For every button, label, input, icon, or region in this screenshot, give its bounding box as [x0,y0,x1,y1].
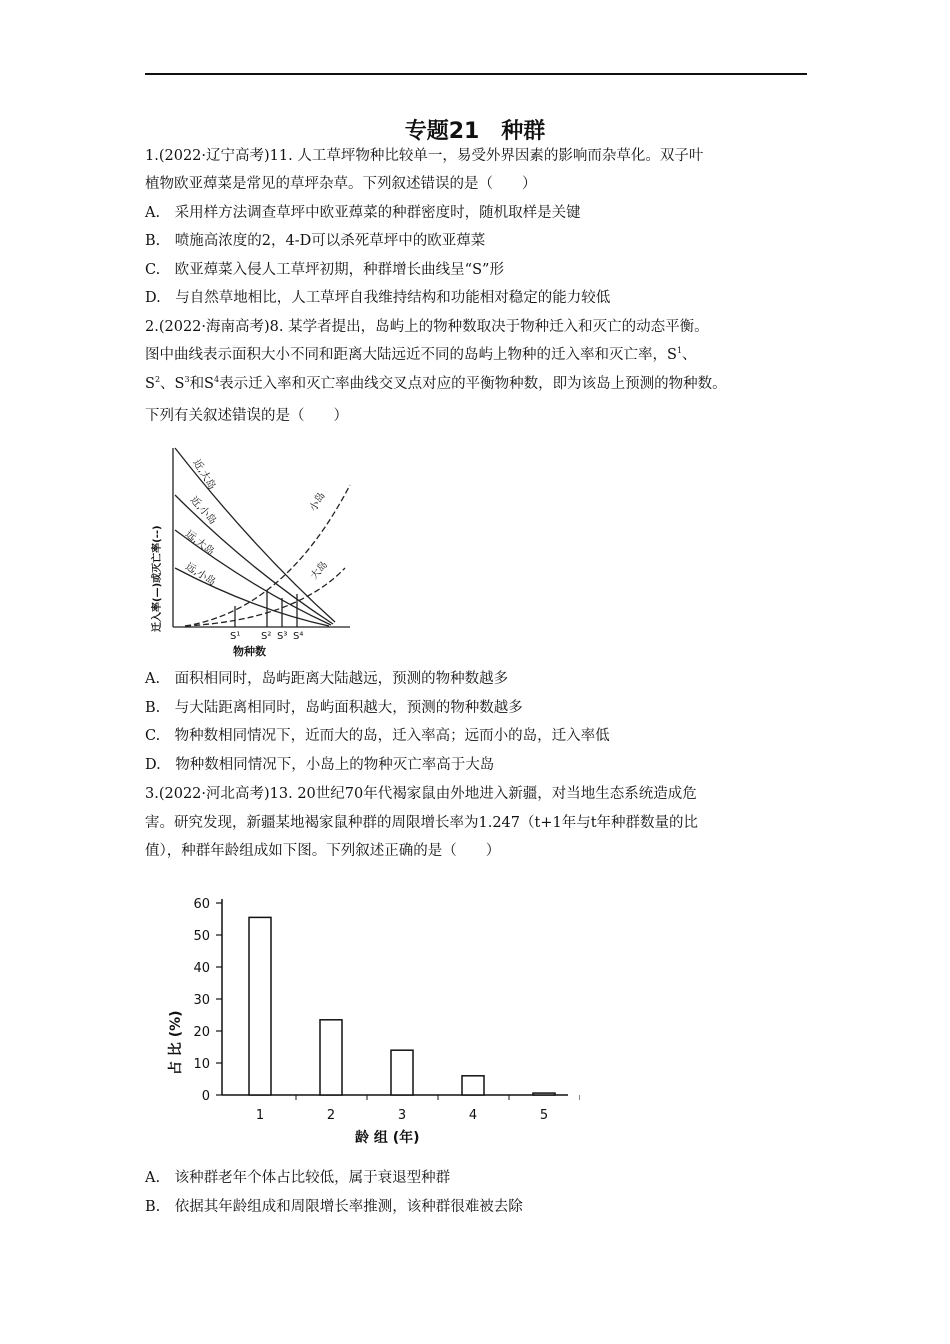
bar-chart-y-tick-label: 60 [193,897,210,912]
curve-label-large-island: 大岛 [308,559,331,582]
bar-chart-x-tick-label: 4 [468,1108,478,1123]
q3-stem-line1: 3.(2022·河北高考)13. 20世纪70年代褐家鼠由外地进入新疆，对当地生态系统造成危 [145,786,697,802]
emphasis-char: 错 [232,408,247,424]
fig1-x-axis-label: 物种数 [233,645,266,658]
q1-option-d: D. 与自然草地相比，人工草坪自我维持结构和功能相对稳定的能力较低 [145,290,611,306]
q3-stem-line2: 害。研究发现，新疆某地褐家鼠种群的周限增长率为1.247（t+1年与t年种群数量的比 [145,815,699,831]
curve-label-small-island: 小岛 [308,490,328,514]
curve-label-far-small: 远,小岛 [183,561,218,589]
bar-age-group-1 [249,917,271,1095]
s2-label: S² [261,631,272,642]
bar-chart-x-tick-label: 1 [255,1108,265,1123]
bar-age-group-5 [533,1093,555,1095]
q2-option-c: C. 物种数相同情况下，近而大的岛，迁入率高；远而小的岛，迁入率低 [145,728,610,744]
curve-label-near-small: 近,小岛 [187,494,219,527]
q1-stem-line2: 植物欧亚蔊菜是常见的草坪杂草。下列叙述错误的是（ ） [145,176,537,192]
bar-chart-x-tick-label: 5 [539,1108,549,1123]
q2-option-a: A. 面积相同时，岛屿距离大陆越远，预测的物种数越多 [145,671,509,687]
bar-chart-y-tick-label: 40 [193,961,210,976]
q1-stem-line1: 1.(2022·辽宁高考)11. 人工草坪物种比较单一，易受外界因素的影响而杂草化。双子叶 [145,148,704,164]
q2-stem-line3: $S^2$、$S^3$和$S^4$表示迁入率和灭亡率曲线交叉点对应的平衡物种数，即为该岛上预测的物种数。 [145,375,727,392]
q2-stem-line2: 图中曲线表示面积大小不同和距离大陆远近不同的岛屿上物种的迁入率和灭亡率，$S^1$、 [145,346,697,363]
curve-label-far-large: 远,大岛 [183,528,217,558]
q3-option-b: B. 依据其年龄组成和周限增长率推测，该种群很难被去除 [145,1199,523,1215]
bar-chart-x-axis-label: 龄 组 (年) [355,1130,420,1146]
island-biogeography-figure [145,440,360,660]
q2-stem-line4: 下列有关叙述错误的是（ ） [145,408,348,424]
header-rule [145,73,807,75]
bar-chart-y-tick-label: 0 [201,1089,210,1104]
q1-option-c: C. 欧亚蔊菜入侵人工草坪初期，种群增长曲线呈“S”形 [145,262,504,278]
fig1-y-axis-label: 迁入率(—)或灭亡率(--) [152,525,163,632]
q3-stem-line3: 值），种群年龄组成如下图。下列叙述正确的是（ ） [145,843,501,859]
emphasis-char: 误 [246,408,261,424]
age-structure-bar-chart [160,885,580,1155]
q1-option-b: B. 喷施高浓度的2，4-D可以杀死草坪中的欧亚蔊菜 [145,233,486,249]
bar-chart-y-tick-label: 10 [193,1057,210,1072]
q3-option-a: A. 该种群老年个体占比较低，属于衰退型种群 [145,1170,451,1186]
page-title: 专题21 种群 [404,119,546,144]
q2-stem-line1: 2.(2022·海南高考)8. 某学者提出，岛屿上的物种数取决于物种迁入和灭亡的动态平衡。 [145,319,709,335]
bar-chart-y-tick-label: 30 [193,993,210,1008]
bar-chart-y-axis-label: 占 比 (%) [168,1010,184,1075]
s3-label: S³ [277,631,288,642]
bar-age-group-3 [391,1050,413,1095]
q1-option-a: A. 采用样方法调查草坪中欧亚蔊菜的种群密度时，随机取样是关键 [145,205,581,221]
curve-near-small [175,495,333,624]
bar-chart-x-tick-label: 3 [397,1108,407,1123]
bar-chart-y-tick-label: 50 [193,929,210,944]
curve-label-near-large: 近,大岛 [190,457,218,492]
bar-chart-y-tick-label: 20 [193,1025,210,1040]
bar-chart-x-tick-label: 2 [326,1108,336,1123]
q2-option-d: D. 物种数相同情况下，小岛上的物种灭亡率高于大岛 [145,757,495,773]
bar-age-group-4 [462,1076,484,1095]
s1-label: S¹ [230,631,241,642]
bar-age-group-2 [320,1020,342,1095]
q2-option-b: B. 与大陆距离相同时，岛屿面积越大，预测的物种数越多 [145,700,523,716]
s4-label: S⁴ [293,631,304,642]
